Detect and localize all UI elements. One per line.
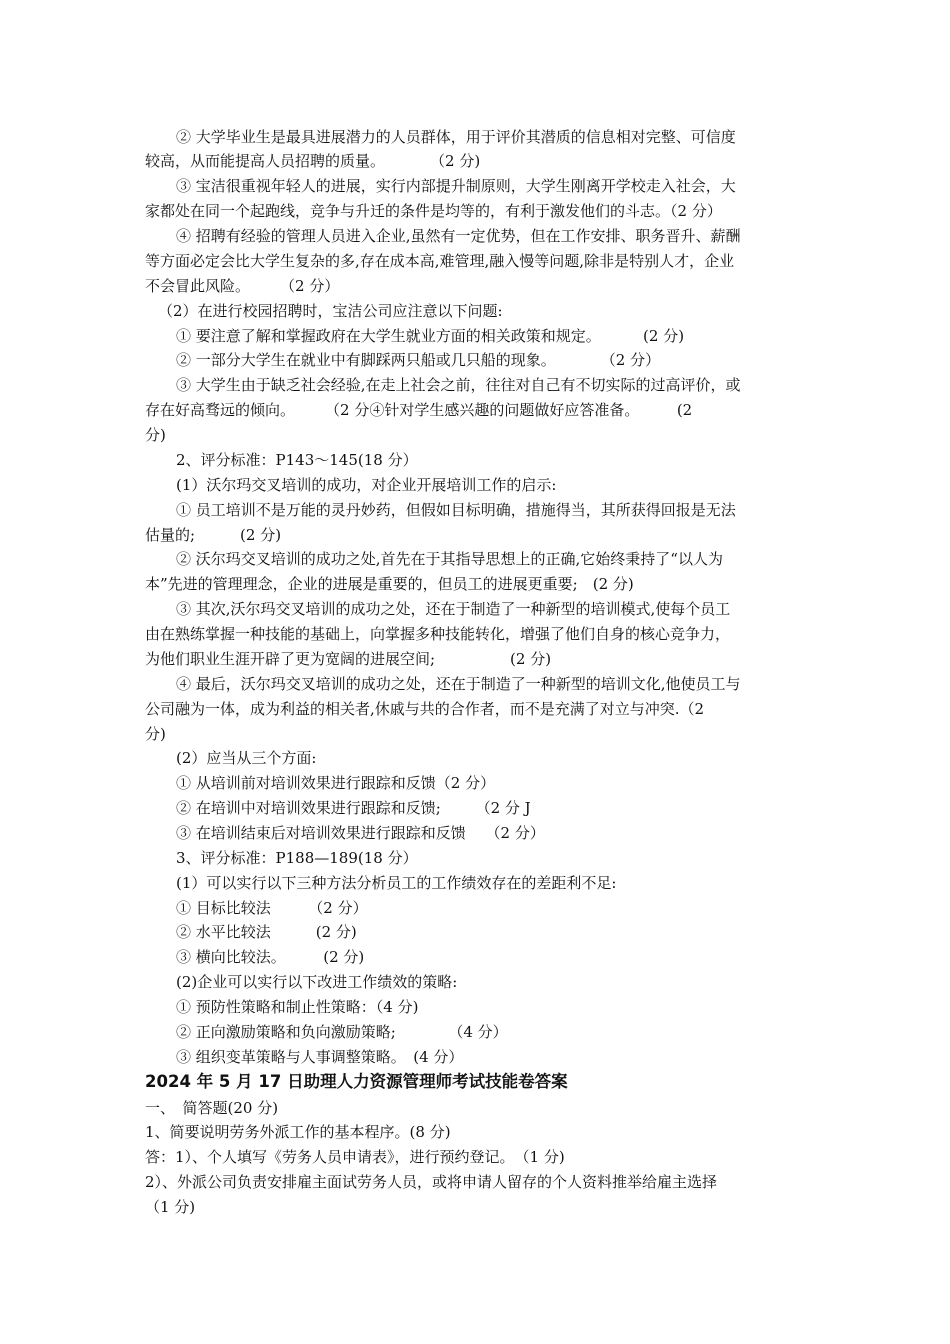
- text-line: ③ 其次,沃尔玛交叉培训的成功之处，还在于制造了一种新型的培训模式,使每个员工: [176, 600, 731, 618]
- text-line: ① 从培训前对培训效果进行跟踪和反馈（2 分）: [176, 774, 496, 792]
- text-line: ③ 在培训结束后对培训效果进行跟踪和反馈 （2 分）: [176, 824, 545, 842]
- text-line: ③ 宝洁很重视年轻人的进展，实行内部提升制原则，大学生刚离开学校走入社会，大: [176, 177, 736, 195]
- text-line: 一、 简答题(20 分): [145, 1099, 279, 1117]
- text-line: （1 分): [145, 1198, 196, 1216]
- text-line: 2、评分标准：P143～145(18 分）: [176, 451, 418, 469]
- text-line: （2）在进行校园招聘时，宝洁公司应注意以下问题:: [158, 302, 503, 320]
- text-line: (1）沃尔玛交叉培训的成功，对企业开展培训工作的启示:: [176, 476, 557, 494]
- text-line: ① 要注意了解和掌握政府在大学生就业方面的相关政策和规定。 (2 分): [176, 327, 685, 345]
- text-line: ④ 最后，沃尔玛交叉培训的成功之处，还在于制造了一种新型的培训文化,他使员工与: [176, 675, 741, 693]
- text-line: 2）、外派公司负责安排雇主面试劳务人员，或将申请人留存的个人资料推举给雇主选择: [145, 1173, 718, 1191]
- text-line: ② 大学毕业生是最具进展潜力的人员群体，用于评价其潜质的信息相对完整、可信度: [176, 128, 736, 146]
- text-line: (2)企业可以实行以下改进工作绩效的策略:: [176, 973, 458, 991]
- text-line: 较高，从而能提高人员招聘的质量。 （2 分): [145, 152, 481, 170]
- text-line: ② 一部分大学生在就业中有脚踩两只船或几只船的现象。 （2 分）: [176, 351, 661, 369]
- text-line: 不会冒此风险。 （2 分）: [145, 277, 340, 295]
- text-line: 分): [145, 725, 166, 743]
- text-line: 分): [145, 426, 166, 444]
- text-line: 1、简要说明劳务外派工作的基本程序。(8 分): [145, 1123, 451, 1141]
- text-line: 估量的; (2 分): [145, 526, 282, 544]
- text-line: 存在好高骛远的倾向。 （2 分④针对学生感兴趣的问题做好应答准备。 (2: [145, 401, 693, 419]
- text-line: ② 沃尔玛交叉培训的成功之处,首先在于其指导思想上的正确,它始终秉持了“以人为: [176, 550, 723, 568]
- text-line: ③ 组织变革策略与人事调整策略。 (4 分）: [176, 1048, 464, 1066]
- text-line: ③ 大学生由于缺乏社会经验,在走上社会之前，往往对自己有不切实际的过高评价，或: [176, 376, 741, 394]
- text-line: (2）应当从三个方面:: [176, 749, 317, 767]
- text-line: 为他们职业生涯开辟了更为宽阔的进展空间; (2 分): [145, 650, 552, 668]
- section-heading: 2024 年 5 月 17 日助理人力资源管理师考试技能卷答案: [145, 1072, 568, 1091]
- text-line: ② 正向激励策略和负向激励策略; （4 分）: [176, 1023, 508, 1041]
- text-line: 由在熟练掌握一种技能的基础上，向掌握多种技能转化，增强了他们自身的核心竞争力，: [145, 625, 731, 643]
- text-line: (1）可以实行以下三种方法分析员工的工作绩效存在的差距利不足:: [176, 874, 617, 892]
- text-line: 答：1）、个人填写《劳务人员申请表》，进行预约登记。 （1 分): [145, 1148, 565, 1166]
- text-line: ③ 横向比较法。 (2 分): [176, 948, 365, 966]
- text-line: 3、评分标准：P188—189(18 分）: [176, 849, 418, 867]
- text-line: 公司融为一体，成为利益的相关者,休戚与共的合作者，而不是充满了对立与冲突.（2: [145, 700, 705, 718]
- text-line: ④ 招聘有经验的管理人员进入企业,虽然有一定优势，但在工作安排、职务晋升、薪酬: [176, 227, 741, 245]
- text-line: 家都处在同一个起跑线，竞争与升迁的条件是均等的，有利于激发他们的斗志。（2 分）: [145, 202, 722, 220]
- text-line: ① 目标比较法 （2 分）: [176, 899, 368, 917]
- text-line: 等方面必定会比大学生复杂的多,存在成本高,难管理,融入慢等问题,除非是特别人才，企业: [145, 252, 735, 270]
- text-line: ① 预防性策略和制止性策略：（4 分): [176, 998, 419, 1016]
- text-line: ② 在培训中对培训效果进行跟踪和反馈; （2 分 J: [176, 799, 531, 817]
- text-line: ① 员工培训不是万能的灵丹妙药，但假如目标明确，措施得当，其所获得回报是无法: [176, 501, 736, 519]
- text-line: ② 水平比较法 (2 分): [176, 923, 357, 941]
- text-line: 本”先进的管理理念，企业的进展是重要的，但员工的进展更重要; (2 分): [145, 575, 634, 593]
